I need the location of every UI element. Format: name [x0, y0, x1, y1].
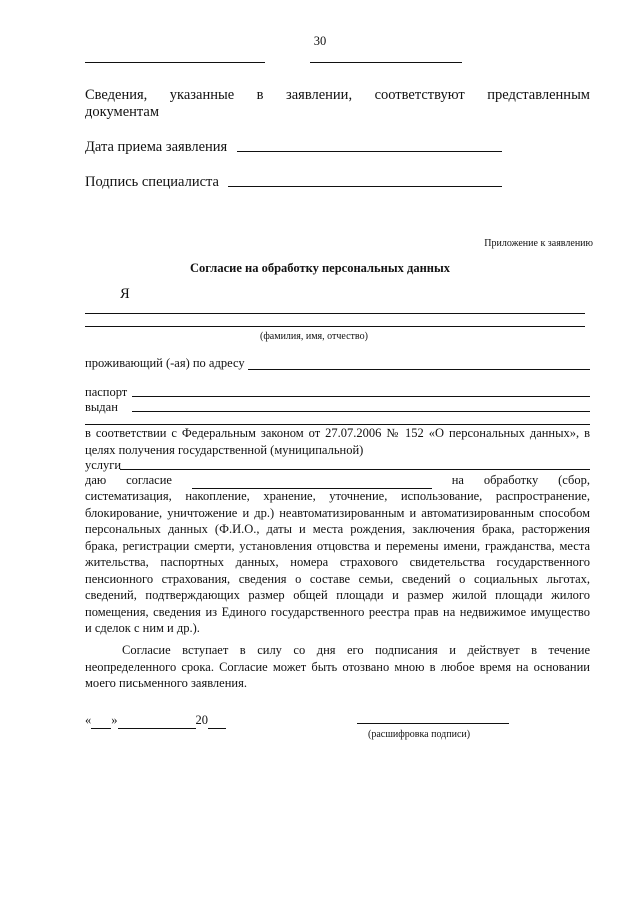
validity-line: неопределенного срока. Согласие может быть отозвано мною в любое время на основании [85, 659, 590, 674]
address-label: проживающий (-ая) по адресу [85, 356, 245, 370]
date-open-quote: « [85, 713, 92, 727]
give-consent-row [85, 472, 590, 489]
fio-field-1[interactable] [85, 313, 585, 314]
appendix-label: Приложение к заявлению [484, 238, 593, 249]
statement-word: Сведения, [85, 87, 148, 103]
consent-word-na: на [451, 473, 464, 487]
validity-line: моего письменного заявления. [85, 676, 247, 690]
statement-word: соответствуют [374, 87, 465, 103]
processing-line: и сделок с ним и др.). [85, 621, 200, 635]
date-year-prefix: 20 [195, 713, 208, 727]
processing-line: жительства, паспортных данных, номера страхового свидетельства государственного [85, 555, 590, 569]
statement-line-1 [85, 86, 590, 104]
consent-title: Согласие на обработку персональных данных [189, 261, 450, 275]
signature-caption: (расшифровка подписи) [368, 729, 471, 740]
passport-label: паспорт [85, 385, 128, 399]
consent-word-consent: согласие [126, 473, 172, 487]
passport-field[interactable] [132, 396, 590, 397]
processing-paragraph [85, 488, 590, 637]
statement-word: указанные [169, 87, 235, 103]
date-year-field[interactable] [208, 715, 226, 729]
processing-line: брака, регистрации смерти, установления отцовства и перемены имени, гражданства, места [85, 538, 590, 553]
validity-paragraph [85, 642, 590, 692]
i-label: Я [120, 286, 130, 302]
services-label: услуги [85, 458, 122, 472]
specialist-signature-label: Подпись специалиста [85, 174, 219, 190]
processing-line: персональных данных (Ф.И.О., даты и места рождения, заключения брака, расторжения [85, 522, 590, 536]
consent-word-give: даю [85, 473, 107, 487]
address-field[interactable] [248, 369, 590, 370]
consent-word-processing: обработку [483, 473, 539, 487]
issued-field[interactable] [132, 411, 590, 412]
processing-line: сведений, подтверждающих размер общей площади и размер жилой площади жилого [85, 588, 590, 602]
issued-label: выдан [85, 400, 118, 414]
validity-line: Согласие вступает в силу со дня его подписания и действует в течение [122, 643, 590, 657]
receipt-date-field[interactable] [237, 151, 502, 152]
receipt-date-label: Дата приема заявления [85, 139, 228, 155]
processing-line: систематизация, накопление, хранение, уточнение, использование, распространение, [85, 489, 590, 503]
date-row [85, 712, 226, 729]
fio-caption: (фамилия, имя, отчество) [260, 331, 368, 342]
statement-word: представленным [487, 87, 590, 103]
statement-line-2: документам [85, 104, 160, 120]
law-text: в соответствии с Федеральным законом от 27.07.2006 № 152 «О персональных данных», в целях получения государственной (муниципальной) [85, 426, 590, 457]
services-field[interactable] [120, 469, 590, 470]
page-number: 30 [313, 34, 327, 48]
signature-line-right [310, 62, 462, 63]
fio-field-2[interactable] [85, 326, 585, 327]
processing-line: блокирование, уничтожение и др.) неавтоматизированным и автоматизированным способом [85, 505, 590, 520]
specialist-signature-field[interactable] [228, 186, 502, 187]
consent-operator-field[interactable] [192, 475, 432, 489]
date-day-field[interactable] [91, 715, 111, 729]
signature-line-left [85, 62, 265, 63]
consent-word-sbor: (сбор, [558, 473, 590, 487]
signature-decoding-field[interactable] [357, 723, 509, 724]
statement-word: в [256, 87, 264, 103]
statement-word: заявлении, [286, 87, 353, 103]
processing-line: пенсионного страхования, сведения о составе семьи, сведений о социальных льготах, [85, 571, 590, 586]
processing-line: помещения, сведения из Единого государственного реестра прав на недвижимое имущество [85, 604, 590, 619]
date-month-field[interactable] [118, 715, 196, 729]
date-close-quote: » [111, 713, 118, 727]
